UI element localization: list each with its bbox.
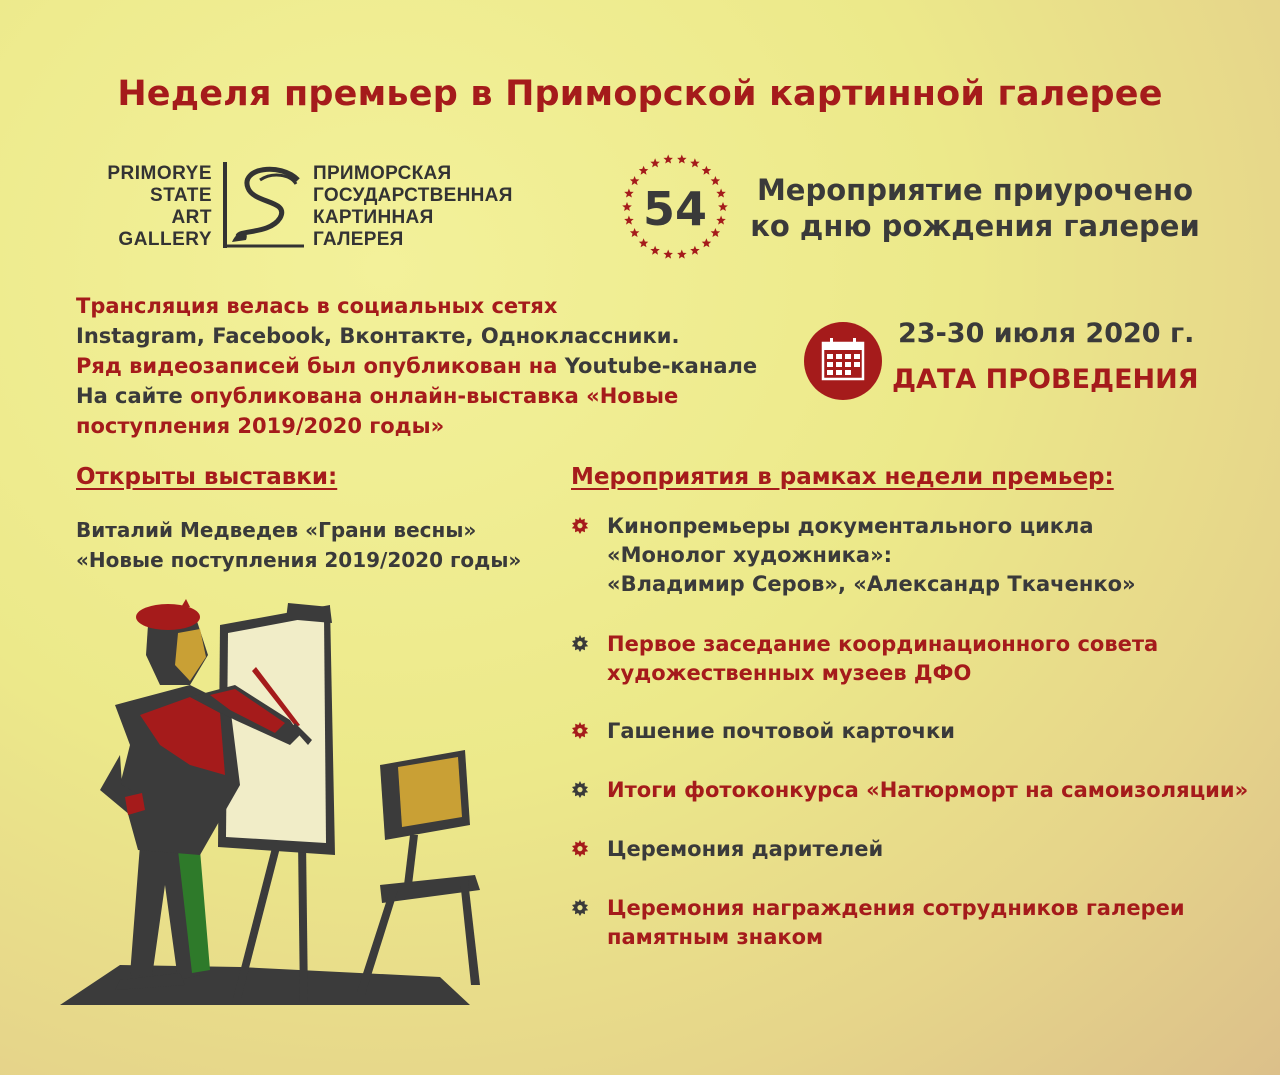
list-item: Гашение почтовой карточки	[570, 717, 955, 746]
gear-bullet-icon	[570, 898, 590, 918]
logo-russian: ПРИМОРСКАЯ ГОСУДАРСТВЕННАЯ КАРТИННАЯ ГАЛЕРЕЯ	[313, 163, 513, 250]
star-icon	[639, 166, 649, 175]
gear-bullet-icon	[570, 516, 590, 536]
star-icon	[677, 250, 687, 259]
star-icon	[630, 176, 640, 185]
broadcast-info: Трансляция велась в социальных сетях Instagram, Facebook, Вконтакте, Одноклассники. Ряд видеозаписей был опубликован на Youtube-канале На сайте опубликована онлайн-выставка «Новые поступления 2019/2020 годы»	[76, 294, 758, 438]
gear-bullet-icon	[570, 721, 590, 741]
exhibitions-list	[76, 515, 521, 575]
star-icon	[677, 155, 687, 164]
gear-bullet-icon	[570, 780, 590, 800]
gallery-logo-icon	[220, 160, 306, 250]
star-icon	[702, 166, 712, 175]
anniversary-number: 54	[642, 182, 708, 236]
anniversary-text: Мероприятие приурочено ко дню рождения галереи	[750, 173, 1200, 243]
events-heading: Мероприятия в рамках недели премьер:	[571, 464, 1114, 490]
list-item: Виталий Медведев «Грани весны»	[76, 518, 477, 542]
logo-english: PRIMORYE STATE ART GALLERY	[107, 163, 212, 250]
star-icon	[624, 216, 634, 225]
list-item: Первое заседание координационного совета художественных музеев ДФО	[570, 630, 1158, 688]
page-title: Неделя премьер в Приморской картинной галерее	[117, 74, 1163, 114]
star-icon	[663, 155, 673, 164]
calendar-icon	[803, 321, 883, 401]
anniversary-badge	[620, 152, 730, 262]
star-icon	[716, 216, 726, 225]
star-icon	[690, 158, 700, 167]
event-date-label: ДАТА ПРОВЕДЕНИЯ	[892, 364, 1199, 395]
list-item: «Новые поступления 2019/2020 годы»	[76, 548, 522, 572]
star-icon	[716, 189, 726, 198]
list-item: Церемония дарителей	[570, 835, 883, 864]
star-icon	[718, 202, 728, 211]
star-icon	[711, 176, 721, 185]
event-date: 23-30 июля 2020 г.	[898, 318, 1195, 349]
star-icon	[639, 238, 649, 247]
star-icon	[711, 228, 721, 237]
list-item: Церемония награждения сотрудников галереи памятным знаком	[570, 894, 1185, 952]
list-item: Итоги фотоконкурса «Натюрморт на самоизоляции»	[570, 776, 1248, 805]
star-icon	[630, 228, 640, 237]
star-icon	[702, 238, 712, 247]
star-icon	[690, 246, 700, 255]
star-icon	[622, 202, 632, 211]
star-icon	[650, 158, 660, 167]
star-icon	[663, 250, 673, 259]
gear-bullet-icon	[570, 634, 590, 654]
star-icon	[624, 189, 634, 198]
artist-at-easel-illustration	[60, 585, 490, 1025]
exhibitions-heading: Открыты выставки:	[76, 464, 338, 490]
list-item: Кинопремьеры документального цикла «Монолог художника»: «Владимир Серов», «Александр Ткаченко»	[570, 512, 1136, 599]
gear-bullet-icon	[570, 839, 590, 859]
star-icon	[650, 246, 660, 255]
